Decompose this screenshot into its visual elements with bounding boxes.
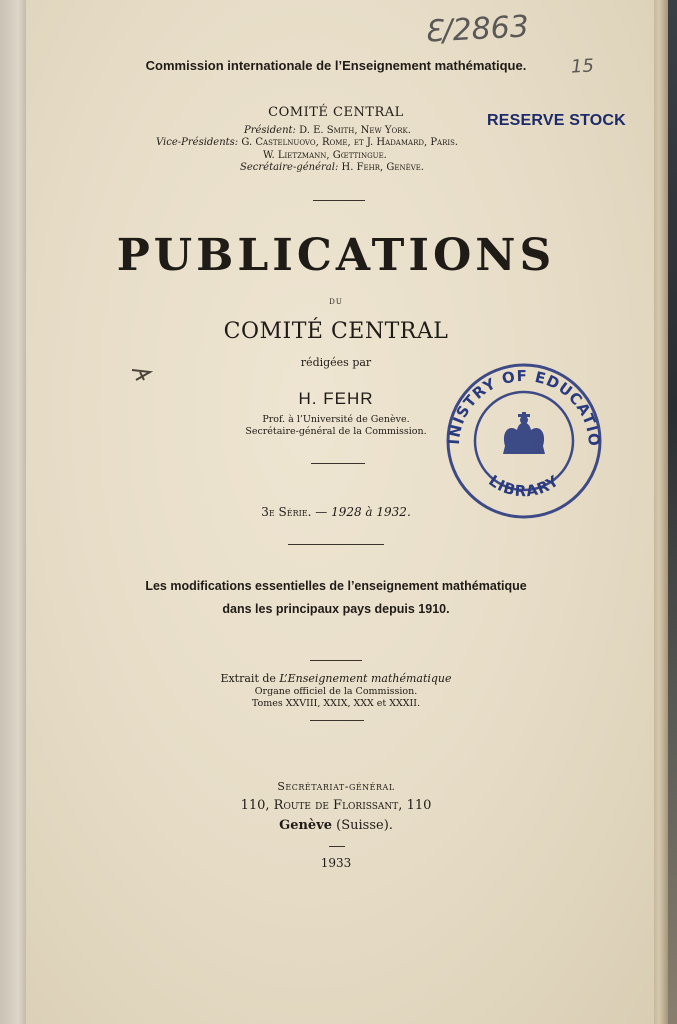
author-name: H. FEHR — [298, 389, 374, 408]
journal-title: L’Enseignement mathématique — [279, 672, 452, 685]
pencil-mark — [130, 366, 156, 384]
ministry-stamp-seal — [443, 360, 605, 522]
stamp-bottom-text: LIBRARY — [485, 471, 563, 501]
address: 110, Route de Florissant, 110 — [240, 798, 432, 813]
divider — [311, 463, 365, 464]
library-stamp — [443, 360, 605, 526]
reserve-stock-stamp: RESERVE STOCK — [487, 112, 626, 129]
divider — [313, 200, 365, 201]
divider — [310, 660, 362, 661]
author-title-1: Prof. à l’Université de Genève. — [262, 414, 410, 425]
city-line — [26, 818, 646, 833]
handwritten-number: 15 — [570, 55, 595, 78]
du-text: DU — [329, 298, 343, 306]
stamp-top-text: INISTRY OF EDUCATIO — [444, 366, 604, 448]
city: Genève — [279, 818, 333, 833]
president-line — [244, 125, 411, 136]
commission-heading: Commission internationale de l’Enseignement mathématique. — [145, 58, 527, 73]
year: 1933 — [320, 856, 352, 870]
crown-icon — [503, 412, 545, 454]
main-title: PUBLICATIONS — [116, 230, 556, 281]
secretariat: Secrétariat-général — [277, 780, 395, 793]
svg-text:LIBRARY — [485, 471, 562, 500]
secretaire-name: H. Fehr, Genève. — [341, 162, 425, 173]
subject-line-1: Les modifications essentielles de l’enseignement mathématique — [145, 579, 527, 593]
vice-names: G. Castelnuovo, Rome, et J. Hadamard, Paris. — [241, 137, 459, 148]
handwritten-reference: Ɛ/2863 — [423, 9, 530, 50]
subject-line-2: dans les principaux pays depuis 1910. — [222, 602, 450, 616]
vice-names-2: W. Lietzmann, Gœttingue. — [263, 150, 387, 161]
comite-heading: COMITÉ CENTRAL — [268, 105, 404, 120]
divider — [310, 720, 364, 721]
vice-label: Vice-Présidents: — [156, 137, 239, 148]
divider — [288, 544, 384, 545]
subtitle: COMITÉ CENTRAL — [223, 319, 449, 344]
serie-years: 1928 à 1932. — [331, 505, 411, 519]
author-title-2: Secrétaire-général de la Commission. — [245, 426, 427, 437]
secretaire-line — [240, 162, 424, 173]
extrait-prefix: Extrait de — [220, 672, 276, 685]
president-label: Président: — [244, 125, 296, 136]
president-name: D. E. Smith, New York. — [299, 125, 411, 136]
vice-president-line — [156, 137, 458, 148]
extrait-organ: Organe officiel de la Commission. — [254, 686, 418, 697]
country: (Suisse). — [336, 818, 393, 833]
extrait-line — [26, 672, 646, 685]
extrait-tomes: Tomes XXVIII, XXIX, XXX et XXXII. — [251, 698, 421, 709]
title-page — [26, 0, 654, 1024]
redigees-text: rédigées par — [300, 356, 372, 369]
serie-label: 3e Série. — — [261, 505, 328, 519]
secretaire-label: Secrétaire-général: — [240, 162, 339, 173]
divider — [329, 846, 345, 847]
